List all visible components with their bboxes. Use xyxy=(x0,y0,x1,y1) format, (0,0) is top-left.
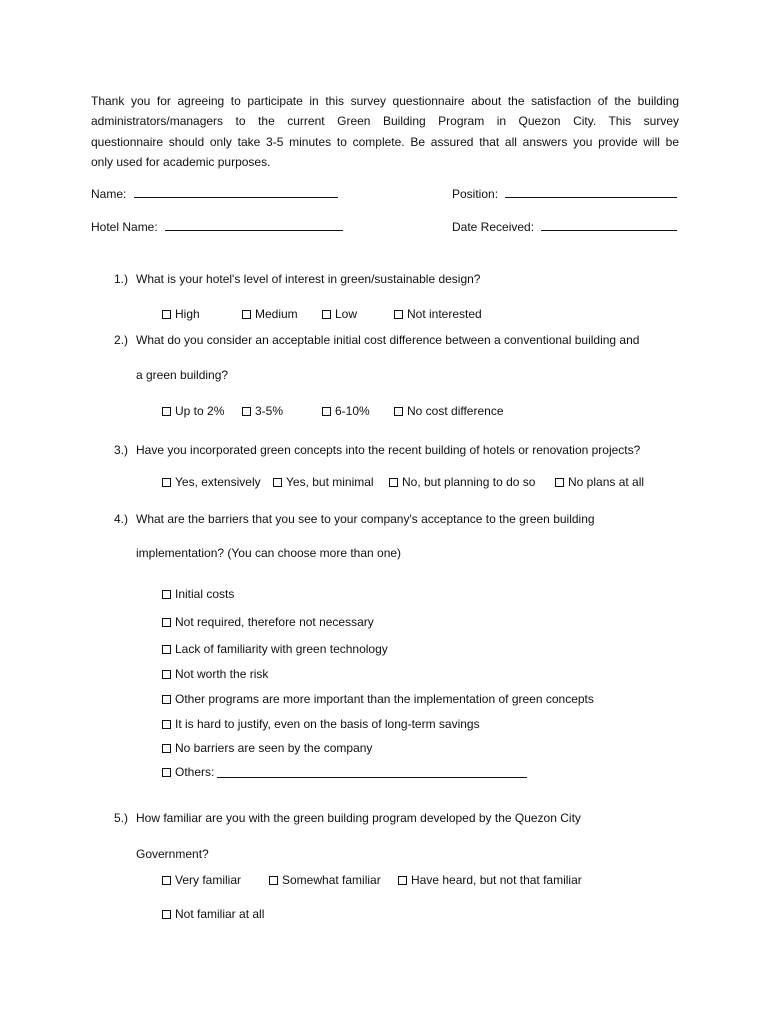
checkbox-icon[interactable] xyxy=(162,910,171,919)
checkbox-icon[interactable] xyxy=(322,310,331,319)
checkbox-icon[interactable] xyxy=(162,876,171,885)
option-checkbox[interactable]: Have heard, but not that familiar xyxy=(398,873,582,887)
checkbox-icon[interactable] xyxy=(398,876,407,885)
date-received-label: Date Received: xyxy=(452,220,535,234)
question-text: Have you incorporated green concepts into the recent building of hotels or renovation projects? xyxy=(136,443,641,457)
checkbox-icon[interactable] xyxy=(162,478,171,487)
question-text: What is your hotel's level of interest in green/sustainable design? xyxy=(136,272,481,286)
option-checkbox[interactable]: No plans at all xyxy=(555,475,644,489)
position-label: Position: xyxy=(452,187,499,201)
option-checkbox[interactable]: Not interested xyxy=(394,307,482,321)
intro-line: Thank you for agreeing to participate in this survey questionnaire about the satisfaction of the building xyxy=(91,94,679,108)
question-number: 5.) xyxy=(114,811,129,825)
question-number: 2.) xyxy=(114,333,129,347)
question-text: What do you consider an acceptable initial cost difference between a conventional building and xyxy=(136,333,640,347)
checkbox-icon[interactable] xyxy=(394,407,403,416)
question-text: How familiar are you with the green building program developed by the Quezon City xyxy=(136,811,581,825)
checkbox-icon[interactable] xyxy=(162,618,171,627)
question-number: 1.) xyxy=(114,272,129,286)
question-text: a green building? xyxy=(136,368,229,382)
checkbox-icon[interactable] xyxy=(555,478,564,487)
checkbox-icon[interactable] xyxy=(389,478,398,487)
option-checkbox[interactable]: Medium xyxy=(242,307,298,321)
checkbox-icon[interactable] xyxy=(162,590,171,599)
option-checkbox[interactable]: No, but planning to do so xyxy=(389,475,535,489)
option-checkbox[interactable]: Not required, therefore not necessary xyxy=(162,615,374,629)
checkbox-icon[interactable] xyxy=(269,876,278,885)
option-checkbox[interactable]: Not worth the risk xyxy=(162,667,268,681)
checkbox-icon[interactable] xyxy=(162,407,171,416)
checkbox-icon[interactable] xyxy=(322,407,331,416)
checkbox-icon[interactable] xyxy=(273,478,282,487)
option-checkbox[interactable]: Up to 2% xyxy=(162,404,224,418)
date-received-blank[interactable] xyxy=(541,219,677,231)
hotel-name-label: Hotel Name: xyxy=(91,220,158,234)
checkbox-icon[interactable] xyxy=(242,310,251,319)
option-checkbox[interactable]: Somewhat familiar xyxy=(269,873,381,887)
date-received-field xyxy=(452,219,677,234)
checkbox-icon[interactable] xyxy=(162,768,171,777)
position-blank[interactable] xyxy=(505,186,677,198)
position-field xyxy=(452,186,677,201)
option-checkbox[interactable]: It is hard to justify, even on the basis of long-term savings xyxy=(162,717,480,731)
intro-paragraph xyxy=(91,91,679,172)
checkbox-icon[interactable] xyxy=(162,310,171,319)
name-label: Name: xyxy=(91,187,127,201)
option-checkbox[interactable]: Other programs are more important than the implementation of green concepts xyxy=(162,692,594,706)
checkbox-icon[interactable] xyxy=(162,720,171,729)
checkbox-icon[interactable] xyxy=(394,310,403,319)
question-text: Government? xyxy=(136,847,209,861)
hotel-name-field xyxy=(91,219,343,234)
option-checkbox[interactable]: Yes, extensively xyxy=(162,475,261,489)
hotel-name-blank[interactable] xyxy=(165,219,343,231)
checkbox-icon[interactable] xyxy=(242,407,251,416)
question-number: 4.) xyxy=(114,512,129,526)
checkbox-icon[interactable] xyxy=(162,670,171,679)
intro-line: questionnaire should only take 3-5 minutes to complete. Be assured that all answers you provide will be xyxy=(91,134,679,149)
question-text: What are the barriers that you see to your company's acceptance to the green building xyxy=(136,512,595,526)
checkbox-icon[interactable] xyxy=(162,744,171,753)
option-checkbox[interactable]: Yes, but minimal xyxy=(273,475,374,489)
option-checkbox[interactable]: 3-5% xyxy=(242,404,283,418)
name-field xyxy=(91,186,338,201)
checkbox-icon[interactable] xyxy=(162,695,171,704)
intro-line: administrators/managers to the current Green Building Program in Quezon City. This survey xyxy=(91,114,679,129)
option-checkbox[interactable]: Very familiar xyxy=(162,873,241,887)
name-blank[interactable] xyxy=(134,186,338,198)
option-checkbox[interactable]: Not familiar at all xyxy=(162,907,264,921)
option-checkbox[interactable]: 6-10% xyxy=(322,404,370,418)
checkbox-icon[interactable] xyxy=(162,645,171,654)
option-checkbox[interactable]: Initial costs xyxy=(162,587,234,601)
option-checkbox[interactable]: Others: xyxy=(162,765,527,779)
others-blank[interactable] xyxy=(217,766,527,778)
question-number: 3.) xyxy=(114,443,129,457)
intro-line: only used for academic purposes. xyxy=(91,154,271,169)
option-checkbox[interactable]: Lack of familiarity with green technology xyxy=(162,642,388,656)
option-checkbox[interactable]: High xyxy=(162,307,200,321)
option-checkbox[interactable]: Low xyxy=(322,307,357,321)
option-checkbox[interactable]: No barriers are seen by the company xyxy=(162,741,372,755)
option-checkbox[interactable]: No cost difference xyxy=(394,404,504,418)
question-text: implementation? (You can choose more than one) xyxy=(136,546,402,560)
